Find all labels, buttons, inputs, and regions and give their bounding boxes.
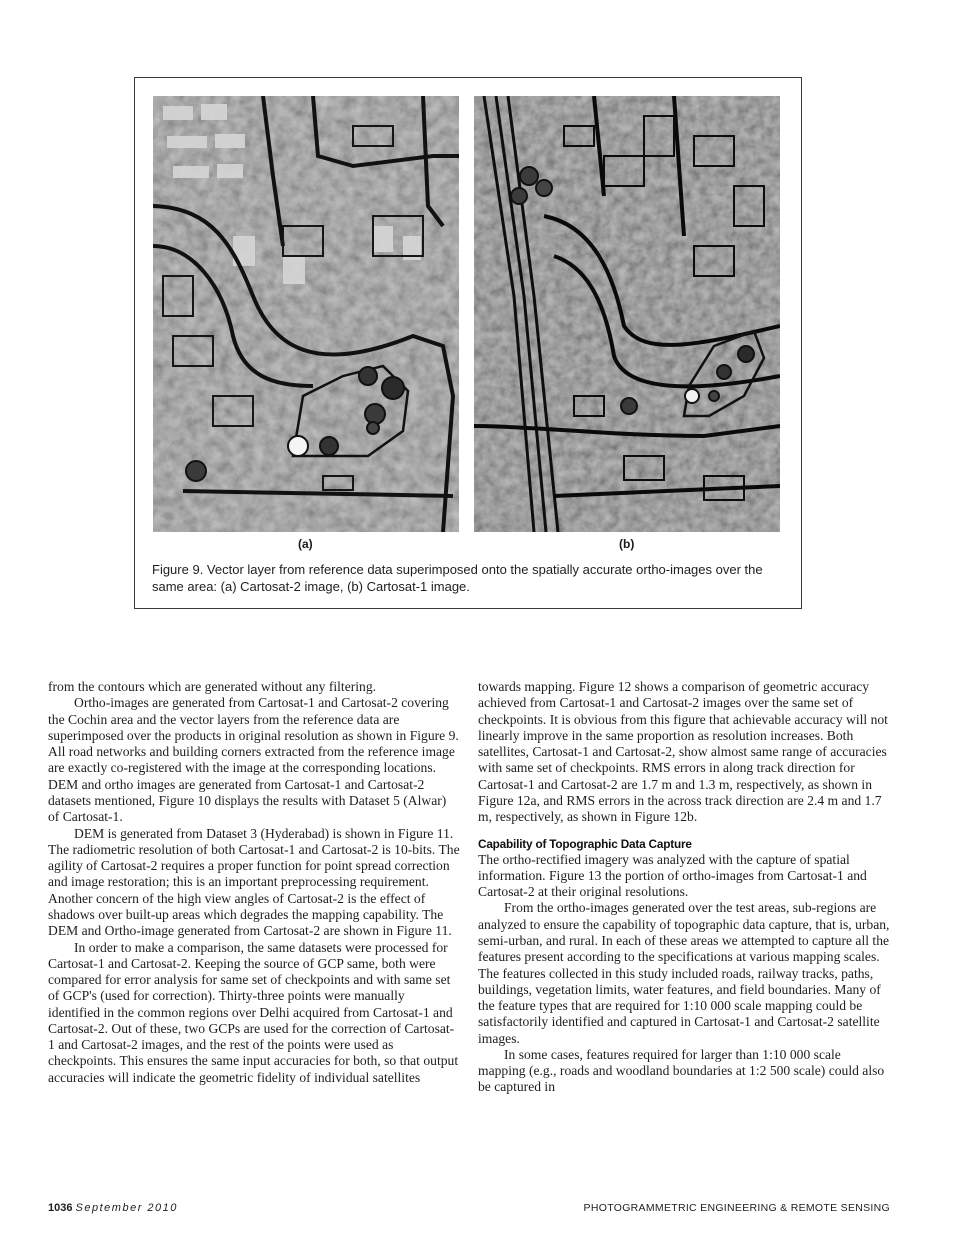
left-paragraph-3: DEM is generated from Dataset 3 (Hyderabad) is shown in Figure 11. The radiometric resolution of both Cartosat-1 and Cartosat-2 is 10-bits. The agility of Cartosat-2 requires a proper function for point spread correction and image restoration; this is an important preprocessing requirement. Another concern of the high view angles of Cartosat-2 is the effect of shadows over built-up areas which degrades the mapping capability. The DEM and Ortho-image generated from Cartosat-2 are shown in Figure 11.: [48, 825, 460, 939]
figure-caption: Figure 9. Vector layer from reference data superimposed onto the spatially accurate ortho-images over the same area: (a) Cartosat-2 image, (b) Cartosat-1 image.: [152, 562, 763, 594]
left-column: [48, 679, 460, 1086]
left-paragraph-2: Ortho-images are generated from Cartosat-1 and Cartosat-2 covering the Cochin area and the vector layers from the reference data are superimposed over the products in original resolution as shown in Figure 9. All road networks and building corners extracted from the reference image are exactly co-registered with the image at the corresponding locations. DEM and ortho images are generated from Cartosat-1 and Cartosat-2 datasets mentioned, Figure 10 displays the results with Dataset 5 (Alwar) of Cartosat-1.: [48, 695, 459, 825]
right-paragraph-1: towards mapping. Figure 12 shows a comparison of geometric accuracy achieved from Cartosat-1 and Cartosat-2 images over the same set of checkpoints. It is obvious from this figure that achievable accuracy will not linearly improve in the same proportion as resolution increases. Both satellites, Cartosat-1 and Cartosat-2, show almost same range of accuracies with same set of checkpoints. RMS errors in along track direction for Cartosat-1 and Cartosat-2 are 1.7 m and 1.3 m, respectively, as shown in Figure 12a, and RMS errors in the across track direction are 2.4 m and 1.7 m, respectively, as shown in Figure 12b.: [478, 679, 888, 825]
figure-panel-b-label: (b): [619, 537, 635, 551]
figure-panel-b-image: [474, 96, 780, 532]
right-paragraph-3: From the ortho-images generated over the test areas, sub-regions are analyzed to ensure the capability of topographic data capture, that is, urban, semi-urban, and rural. In each of these areas we attempted to capture all the features present according to the specifications at various mapping scales. The features collected in this study included roads, railway tracks, paths, buildings, vegetation limits, water features, and field boundaries. Many of the feature types that are required for 1:10 000 scale mapping could be satisfactorily identified and captured in Cartosat-1 and Cartosat-2 satellite images.: [478, 900, 890, 1046]
figure-panel-a-label: (a): [298, 537, 313, 551]
figure-panel-a-image: [153, 96, 459, 532]
section-heading: Capability of Topographic Data Capture: [478, 836, 692, 851]
right-paragraph-4: In some cases, features required for larger than 1:10 000 scale mapping (e.g., roads and woodland boundaries at 1:2 500 scale) could also be captured in: [478, 1046, 885, 1095]
left-paragraph-1: from the contours which are generated without any filtering.: [48, 679, 377, 694]
left-paragraph-4: In order to make a comparison, the same datasets were processed for Cartosat-1 and Cartosat-2. Keeping the source of GCP same, both were compared for error analysis for same set of checkpoints and with same set of GCP's (used for correction). Thirty-three points were manually identified in the common regions over Delhi acquired from Cartosat-1 and Cartosat-2. Out of these, two GCPs are used for the correction of Cartosat-1 and Cartosat-2 images, and the rest of the points were used as checkpoints. This ensures the same input accuracies for both, so that output accuracies will indicate the geometric fidelity of individual satellites: [48, 939, 459, 1085]
page-footer-left: [48, 1202, 178, 1214]
page-number: 1036: [48, 1202, 73, 1214]
journal-name: PHOTOGRAMMETRIC ENGINEERING & REMOTE SENSING: [583, 1202, 890, 1214]
right-column: [478, 679, 890, 1096]
issue-date: September 2010: [75, 1202, 178, 1214]
right-paragraph-2: The ortho-rectified imagery was analyzed with the capture of spatial information. Figure 13 the portion of ortho-images from Cartosat-1 and Cartosat-2 at their original resolutions.: [478, 851, 867, 900]
